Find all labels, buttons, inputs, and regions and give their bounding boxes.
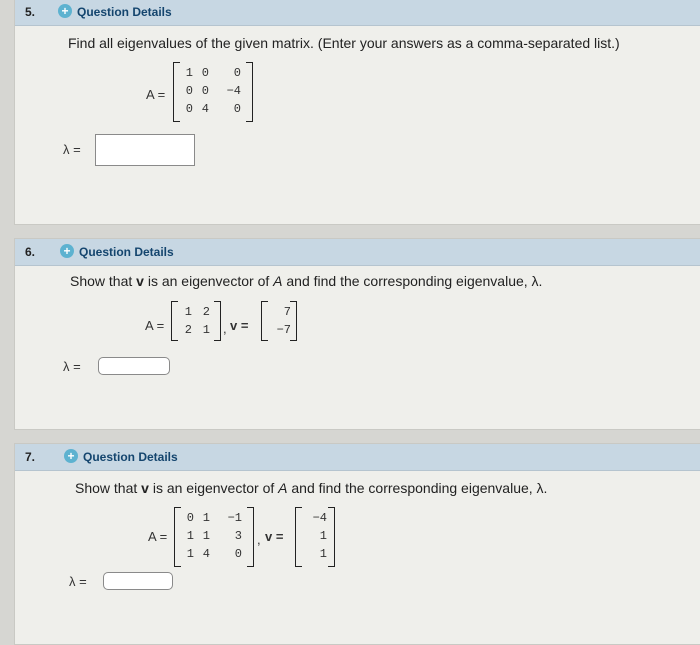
matrix-cell: 0 xyxy=(233,66,241,80)
question-5-card xyxy=(14,0,700,225)
matrix-cell: 2 xyxy=(184,323,192,337)
matrix-cell: 0 xyxy=(201,66,209,80)
question-details-link[interactable]: Question Details xyxy=(79,245,174,259)
expand-details-icon[interactable]: + xyxy=(64,449,78,463)
matrix-cell: 0 xyxy=(185,102,193,116)
matrix-a xyxy=(171,301,221,341)
prompt-vector-v: v xyxy=(141,480,149,496)
question-number: 7. xyxy=(25,450,36,464)
prompt-matrix-a: A xyxy=(278,480,288,496)
matrix-cell: 1 xyxy=(184,305,192,319)
question-6-header xyxy=(15,239,700,266)
prompt-text: Show that xyxy=(75,480,142,496)
matrix-cell: 4 xyxy=(202,547,210,561)
matrix-cell: 0 xyxy=(185,84,193,98)
vector-cell: 1 xyxy=(319,547,327,561)
matrix-a-label: A = xyxy=(146,87,166,102)
right-bracket xyxy=(246,62,253,122)
expand-details-icon[interactable]: + xyxy=(60,244,74,258)
question-prompt xyxy=(70,273,542,289)
vector-cell: 1 xyxy=(319,529,327,543)
matrix-cell: 3 xyxy=(234,529,242,543)
question-7-header xyxy=(15,444,700,471)
prompt-vector-v: v xyxy=(136,273,144,289)
question-number: 5. xyxy=(25,5,36,19)
eigenvalue-answer-input[interactable] xyxy=(98,357,170,375)
matrix-cell: −4 xyxy=(226,84,241,98)
question-5-header xyxy=(15,0,700,26)
eigenvalue-answer-input[interactable] xyxy=(103,572,173,590)
question-prompt xyxy=(75,480,547,496)
vector-cell: −4 xyxy=(312,511,327,525)
question-7-card xyxy=(14,443,700,645)
matrix-cell: 1 xyxy=(185,66,193,80)
matrix-cell: 1 xyxy=(202,511,210,525)
right-bracket xyxy=(290,301,297,341)
comma: , xyxy=(257,532,261,547)
matrix-cell: 1 xyxy=(202,529,210,543)
question-prompt: Find all eigenvalues of the given matrix. (Enter your answers as a comma-separated list.) xyxy=(68,35,620,51)
vector-v xyxy=(295,507,335,567)
matrix-cell: 1 xyxy=(202,323,210,337)
matrix-cell: 0 xyxy=(201,84,209,98)
prompt-text: is an eigenvector of xyxy=(143,273,274,289)
lambda-label: λ = xyxy=(69,574,87,589)
left-bracket xyxy=(171,301,178,341)
lambda-label: λ = xyxy=(63,142,81,157)
prompt-text: Show that xyxy=(70,273,137,289)
matrix-cell: 0 xyxy=(234,547,242,561)
question-details-link[interactable]: Question Details xyxy=(83,450,178,464)
matrix-cell: 0 xyxy=(186,511,194,525)
matrix-cell: 1 xyxy=(186,529,194,543)
vector-v-label: v = xyxy=(230,318,249,333)
matrix-a-label: A = xyxy=(148,529,168,544)
prompt-text: and find the corresponding eigenvalue, λ. xyxy=(287,480,548,496)
eigenvalue-answer-input[interactable] xyxy=(95,134,195,166)
matrix-cell: 4 xyxy=(201,102,209,116)
prompt-matrix-a: A xyxy=(273,273,283,289)
matrix-cell: 2 xyxy=(202,305,210,319)
lambda-label: λ = xyxy=(63,359,81,374)
matrix-cell: 0 xyxy=(233,102,241,116)
comma: , xyxy=(223,321,227,336)
vector-v xyxy=(261,301,297,341)
right-bracket xyxy=(328,507,335,567)
matrix-a xyxy=(173,62,253,122)
matrix-a xyxy=(174,507,254,567)
question-number: 6. xyxy=(25,245,36,259)
matrix-a-label: A = xyxy=(145,318,165,333)
vector-cell: −7 xyxy=(276,323,291,337)
expand-details-icon[interactable]: + xyxy=(58,4,72,18)
matrix-cell: 1 xyxy=(186,547,194,561)
prompt-text: is an eigenvector of xyxy=(148,480,279,496)
vector-cell: 7 xyxy=(283,305,291,319)
matrix-cell: −1 xyxy=(227,511,242,525)
right-bracket xyxy=(214,301,221,341)
question-details-link[interactable]: Question Details xyxy=(77,5,172,19)
prompt-text: and find the corresponding eigenvalue, λ. xyxy=(282,273,543,289)
vector-v-label: v = xyxy=(265,529,284,544)
question-6-card xyxy=(14,238,700,430)
right-bracket xyxy=(247,507,254,567)
